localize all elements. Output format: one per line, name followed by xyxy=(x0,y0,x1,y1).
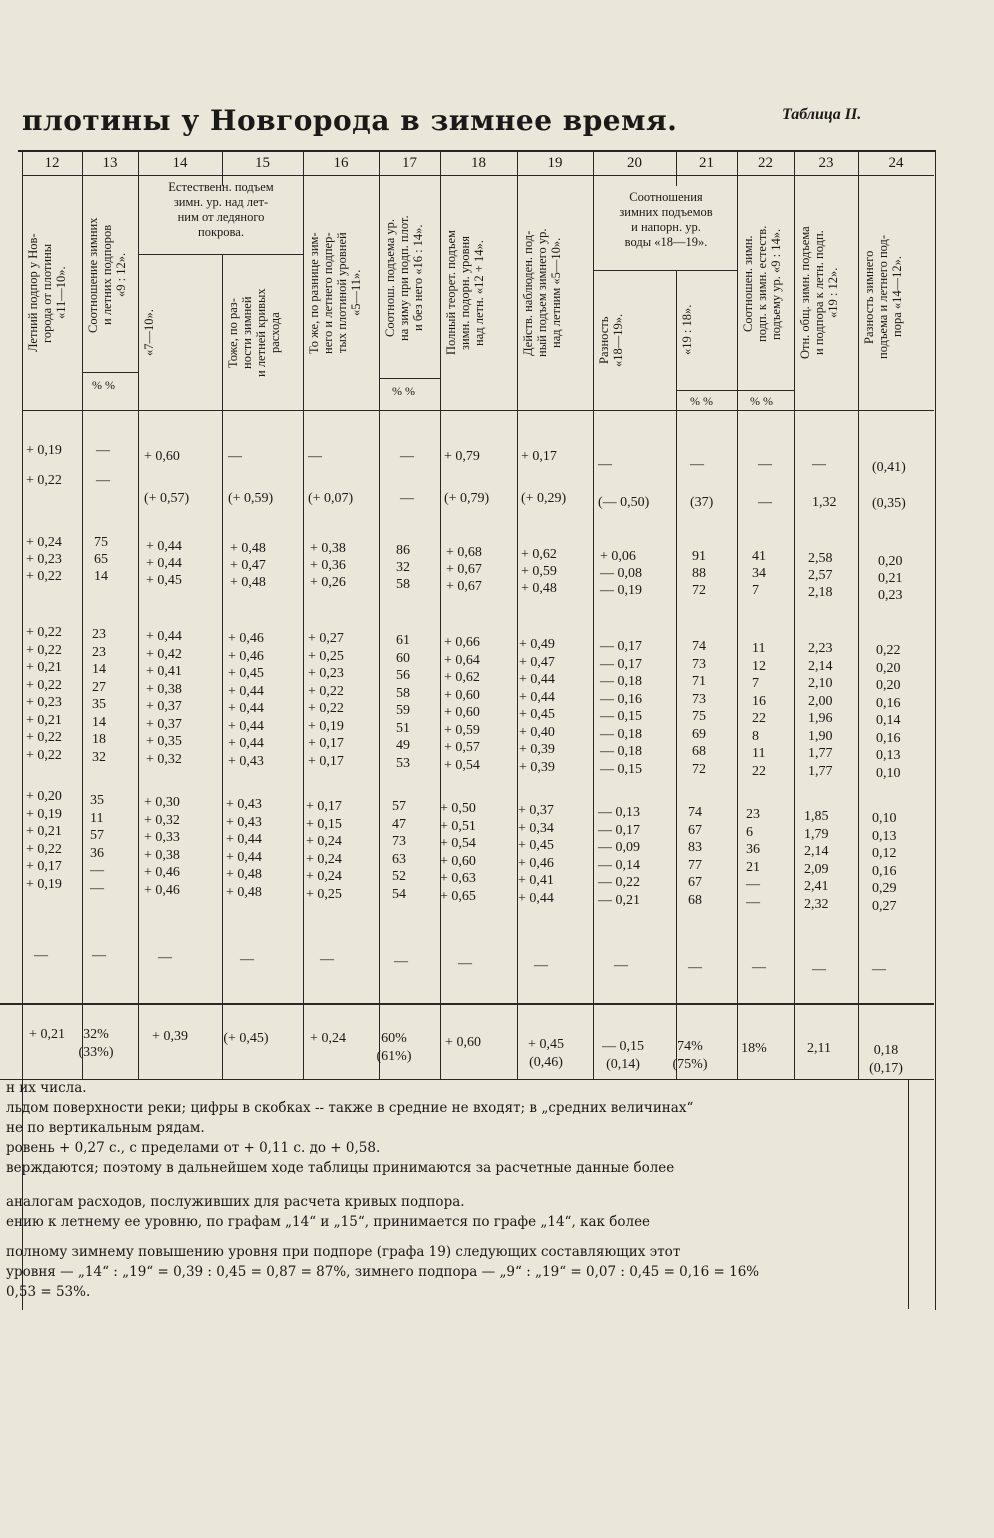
cell-c19-g1: + 0,62 + 0,59 + 0,48 xyxy=(521,547,557,596)
page-title: плотины у Новгорода в зимнее время. xyxy=(22,104,678,137)
col-line xyxy=(138,151,139,1079)
footnote-line: верждаются; поэтому в дальнейшем ходе таблицы принимаются за расчетные данные более xyxy=(6,1160,675,1176)
summary-c18: + 0,60 xyxy=(445,1035,481,1050)
header-col-18: Полный теорет. подъем зимн. подорн. уровня над летн. «12 + 14». xyxy=(444,230,486,356)
footnote-line: 0,53 = 53%. xyxy=(6,1284,91,1300)
cell-c20-g1: + 0,06 — 0,08 — 0,19 xyxy=(600,549,642,598)
col-number: 16 xyxy=(333,155,349,171)
cell-c15-g3: + 0,43 + 0,43 + 0,44 + 0,44 + 0,48 + 0,48 xyxy=(226,797,262,900)
cell-c23-g1: 2,58 2,57 2,18 xyxy=(808,551,833,600)
cell-c20-g0: — (— 0,50) xyxy=(598,457,650,510)
cell-c17-g3: 57 47 73 63 52 54 xyxy=(392,799,406,902)
cell-c23-g4: — xyxy=(812,962,826,977)
footnote-line: ровень + 0,27 с., с пределами от + 0,11 с. до + 0,58. xyxy=(6,1140,381,1156)
footnote-line: ению к летнему ее уровню, по графам „14“ и „15“, принимается по графе „14“, как более xyxy=(6,1214,651,1230)
cell-c19-g4: — xyxy=(534,958,548,973)
cell-c18-g3: + 0,50 + 0,51 + 0,54 + 0,60 + 0,63 + 0,65 xyxy=(440,801,476,904)
header-group-14-15: Естественн. подъем зимн. ур. над лет- ним от ледяного покрова. xyxy=(168,180,274,239)
col-line xyxy=(379,151,380,1079)
col-number: 17 xyxy=(402,155,417,171)
pct-label-21: % % xyxy=(690,394,713,408)
summary-c12: + 0,21 xyxy=(29,1027,65,1042)
header-col-14: «7—10». xyxy=(142,309,156,357)
pct-rule xyxy=(82,372,138,373)
col-number: 15 xyxy=(255,155,270,171)
subheader-rule xyxy=(593,270,737,271)
cell-c15-g1: + 0,48 + 0,47 + 0,48 xyxy=(230,541,266,590)
col-number: 14 xyxy=(172,155,188,171)
cell-c24-g2: 0,22 0,20 0,20 0,16 0,14 0,16 0,13 0,10 xyxy=(876,643,901,781)
cell-c22-g2: 11 12 7 16 22 8 11 22 xyxy=(752,641,766,779)
header-col-15: Тоже, по раз- ности зимней и летней кривых расхода xyxy=(226,288,282,378)
pct-rule xyxy=(379,378,440,379)
header-col-22: Соотношен. зимн. подп. к зимн. естеств. подъему ур. «9 : 14». xyxy=(741,225,783,343)
cell-c13-g2: 23 23 14 27 35 14 18 32 xyxy=(92,627,106,765)
col-line xyxy=(517,151,518,1079)
header-group-20-21: Соотношения зимних подъемов и напорн. ур. воды «18—19». xyxy=(619,190,713,249)
summary-c21: 74% (75%) xyxy=(672,1039,708,1072)
cell-c12-g0: + 0,19 + 0,22 xyxy=(26,443,62,488)
cell-c16-g0: — (+ 0,07) xyxy=(308,449,354,506)
cell-c18-g2: + 0,66 + 0,64 + 0,62 + 0,60 + 0,60 + 0,59 + 0,57 + 0,54 xyxy=(444,635,480,773)
cell-c21-g0: — (37) xyxy=(690,457,714,510)
cell-c14-g2: + 0,44 + 0,42 + 0,41 + 0,38 + 0,37 + 0,37 + 0,35 + 0,32 xyxy=(146,629,182,767)
cell-c13-g3: 35 11 57 36 — — xyxy=(90,793,104,896)
cell-c13-g0: — — xyxy=(96,443,110,488)
col-number: 19 xyxy=(547,155,563,171)
footnote-line: льдом поверхности реки; цифры в скобках -- также в средние не входят; в „средних величинах“ xyxy=(6,1100,694,1116)
col-number: 23 xyxy=(818,155,834,171)
cell-c14-g4: — xyxy=(158,950,172,965)
cell-c21-g1: 91 88 72 xyxy=(692,549,706,598)
cell-c19-g3: + 0,37 + 0,34 + 0,45 + 0,46 + 0,41 + 0,44 xyxy=(518,803,554,906)
cell-c22-g3: 23 6 36 21 — — xyxy=(746,807,760,910)
footnotes xyxy=(6,1080,906,1304)
cell-c20-g4: — xyxy=(614,958,628,973)
cell-c16-g2: + 0,27 + 0,25 + 0,23 + 0,22 + 0,22 + 0,19 + 0,17 + 0,17 xyxy=(308,631,344,769)
cell-c15-g4: — xyxy=(240,952,254,967)
cell-c12-g3: + 0,20 + 0,19 + 0,21 + 0,22 + 0,17 + 0,19 xyxy=(26,789,62,892)
cell-c23-g0: — 1,32 xyxy=(812,457,837,510)
footnote-line: уровня — „14“ : „19“ = 0,39 : 0,45 = 0,87 = 87%, зимнего подпора — „9“ : „19“ = 0,07 : 0,45 = 0,16 = 16% xyxy=(6,1264,760,1280)
cell-c15-g2: + 0,46 + 0,46 + 0,45 + 0,44 + 0,44 + 0,44 + 0,44 + 0,43 xyxy=(228,631,264,769)
header-col-13: Соотношение зимних и летних подпоров «9 : 12». xyxy=(86,217,128,333)
cell-c22-g1: 41 34 7 xyxy=(752,549,766,598)
summary-c16: + 0,24 xyxy=(310,1031,346,1046)
summary-c24: 0,18 (0,17) xyxy=(869,1043,903,1076)
col-line xyxy=(440,151,441,1079)
summary-rule xyxy=(0,1003,934,1005)
cell-c14-g3: + 0,30 + 0,32 + 0,33 + 0,38 + 0,46 + 0,46 xyxy=(144,795,180,898)
col-line xyxy=(676,270,677,1079)
cell-c13-g4: — xyxy=(92,948,106,963)
cell-c16-g3: + 0,17 + 0,15 + 0,24 + 0,24 + 0,24 + 0,25 xyxy=(306,799,342,902)
col-number: 24 xyxy=(888,155,904,171)
cell-c21-g3: 74 67 83 77 67 68 xyxy=(688,805,702,908)
cell-c22-g4: — xyxy=(752,960,766,975)
summary-c14: + 0,39 xyxy=(152,1029,188,1044)
cell-c14-g1: + 0,44 + 0,44 + 0,45 xyxy=(146,539,182,588)
cell-c23-g3: 1,85 1,79 2,14 2,09 2,41 2,32 xyxy=(804,809,829,912)
header-col-12: Летний подпор у Нов- города от плотины «11—10». xyxy=(26,233,68,353)
cell-c14-g0: + 0,60 (+ 0,57) xyxy=(144,449,190,506)
pct-rule xyxy=(676,390,737,391)
cell-c16-g1: + 0,38 + 0,36 + 0,26 xyxy=(310,541,346,590)
footnote-line: аналогам расходов, послуживших для расчета кривых подпора. xyxy=(6,1194,465,1210)
cell-c12-g4: — xyxy=(34,948,48,963)
col-line xyxy=(222,254,223,1079)
cell-c12-g2: + 0,22 + 0,22 + 0,21 + 0,22 + 0,23 + 0,21 + 0,22 + 0,22 xyxy=(26,625,62,763)
header-col-17: Соотнош. подъема ур. на зиму при подп. плот. и без него «16 : 14». xyxy=(383,215,425,341)
col-number: 20 xyxy=(627,155,642,171)
summary-c20: — 0,15 (0,14) xyxy=(602,1039,644,1072)
header-col-24: Разность зимнего подъема и летнего под- пора «14—12». xyxy=(862,234,904,360)
footnote-line: н их числа. xyxy=(6,1080,87,1096)
cell-c13-g1: 75 65 14 xyxy=(94,535,108,584)
summary-c23: 2,11 xyxy=(807,1041,831,1056)
cell-c23-g2: 2,23 2,14 2,10 2,00 1,96 1,90 1,77 1,77 xyxy=(808,641,833,779)
table-label: Таблица II. xyxy=(782,106,862,123)
header-col-21: «19 : 18». xyxy=(680,304,694,356)
col-line xyxy=(794,151,795,1079)
footnote-line: не по вертикальным рядам. xyxy=(6,1120,205,1136)
summary-c15: (+ 0,45) xyxy=(223,1031,269,1046)
cell-c19-g0: + 0,17 (+ 0,29) xyxy=(521,449,567,506)
col-number: 21 xyxy=(699,155,714,171)
pct-label-17: % % xyxy=(392,384,415,398)
footnote-line: полному зимнему повышению уровня при подпоре (графа 19) следующих составляющих этот xyxy=(6,1244,681,1260)
cell-c19-g2: + 0,49 + 0,47 + 0,44 + 0,44 + 0,45 + 0,40 + 0,39 + 0,39 xyxy=(519,637,555,775)
header-bottom-rule xyxy=(22,410,934,411)
col-number: 12 xyxy=(44,155,60,171)
cell-c22-g0: — — xyxy=(758,457,772,510)
cell-c18-g4: — xyxy=(458,956,472,971)
subheader-rule xyxy=(138,254,303,255)
col-line xyxy=(858,151,859,1079)
cell-c21-g2: 74 73 71 73 75 69 68 72 xyxy=(692,639,706,777)
cell-c16-g4: — xyxy=(320,952,334,967)
header-number-rule xyxy=(22,175,934,176)
cell-c15-g0: — (+ 0,59) xyxy=(228,449,274,506)
cell-c24-g1: 0,20 0,21 0,23 xyxy=(878,554,903,603)
summary-c19: + 0,45 (0,46) xyxy=(528,1037,564,1070)
cell-c24-g4: — xyxy=(872,962,886,977)
cell-c12-g1: + 0,24 + 0,23 + 0,22 xyxy=(26,535,62,584)
col-number: 22 xyxy=(758,155,773,171)
cell-c17-g4: — xyxy=(394,954,408,969)
cell-c18-g0: + 0,79 (+ 0,79) xyxy=(444,449,490,506)
pct-rule xyxy=(737,390,794,391)
cell-c20-g3: — 0,13 — 0,17 — 0,09 — 0,14 — 0,22 — 0,21 xyxy=(598,805,640,908)
summary-c17: 60% (61%) xyxy=(376,1031,412,1064)
cell-c17-g2: 61 60 56 58 59 51 49 53 xyxy=(396,633,410,771)
header-col-16: То же, по разнице зим- него и летнего подпер- тых плотиной уровней «5—11». xyxy=(307,232,363,354)
cell-c24-g0: (0,41) (0,35) xyxy=(872,460,906,511)
col-line xyxy=(593,151,594,1079)
cell-c17-g0: — — xyxy=(400,449,414,506)
header-col-19: Действ. наблюден. под- ный подъем зимнего ур. над летним «5—10». xyxy=(521,228,563,358)
col-line xyxy=(303,151,304,1079)
pct-label-22: % % xyxy=(750,394,773,408)
cell-c24-g3: 0,10 0,13 0,12 0,16 0,29 0,27 xyxy=(872,811,897,914)
pct-label-13: % % xyxy=(92,378,115,392)
summary-c22: 18% xyxy=(741,1041,767,1056)
col-number: 13 xyxy=(102,155,118,171)
cell-c18-g1: + 0,68 + 0,67 + 0,67 xyxy=(446,545,482,594)
header-col-23: Отн. общ. зимн. подъема и подпора к летн. подп. «19 : 12». xyxy=(798,226,840,360)
cell-c20-g2: — 0,17 — 0,17 — 0,18 — 0,16 — 0,15 — 0,18 — 0,18 — 0,15 xyxy=(600,639,642,777)
summary-c13: 32% (33%) xyxy=(78,1027,114,1060)
cell-c17-g1: 86 32 58 xyxy=(396,543,410,592)
cell-c21-g4: — xyxy=(688,960,702,975)
col-number: 18 xyxy=(471,155,486,171)
col-line xyxy=(82,151,83,1079)
margin-rule xyxy=(908,1079,909,1309)
col-line xyxy=(737,151,738,1079)
header-col-20: Разность «18—19». xyxy=(597,313,625,367)
